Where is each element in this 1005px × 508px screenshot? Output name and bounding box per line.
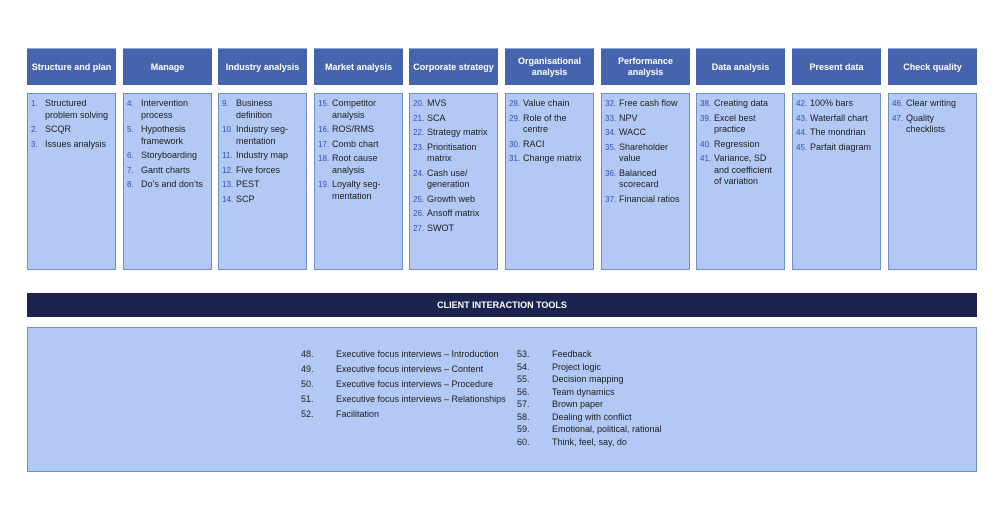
item-number: 19. <box>318 180 330 189</box>
item-number: 58. <box>517 411 530 422</box>
item-number: 22. <box>413 128 425 137</box>
item-label: Parfait diagram <box>810 141 872 152</box>
item-label: Waterfall chart <box>810 112 868 123</box>
item-label: SWOT <box>427 222 454 233</box>
column-body <box>123 93 212 270</box>
item-number: 36. <box>605 168 617 178</box>
item-number: 59. <box>517 424 530 434</box>
list-item <box>127 98 208 121</box>
list-item <box>517 386 737 398</box>
column-body <box>409 93 498 270</box>
column-body <box>792 93 881 270</box>
item-number: 9. <box>222 99 229 108</box>
column-industry-analysis <box>218 48 307 204</box>
list-item <box>127 165 208 177</box>
item-number: 35. <box>605 142 617 152</box>
list-item <box>413 168 494 191</box>
tool-columns <box>27 48 977 270</box>
item-label: Industry seg- mentation <box>236 124 289 146</box>
item-label: Change matrix <box>523 153 582 163</box>
list-item <box>31 98 112 121</box>
list-item <box>892 113 973 136</box>
column-header: Check quality <box>888 48 977 85</box>
column-body <box>314 93 403 270</box>
list-item <box>127 124 208 147</box>
list-item <box>700 139 781 151</box>
list-item <box>892 98 973 110</box>
list-item <box>413 194 494 206</box>
item-label: Industry map <box>236 150 289 160</box>
list-item <box>700 113 781 136</box>
item-number: 8. <box>127 180 134 189</box>
list-item <box>222 150 303 162</box>
list-item <box>301 363 516 375</box>
item-label: PEST <box>236 179 260 189</box>
item-number: 1. <box>31 99 38 108</box>
item-number: 51. <box>301 394 314 404</box>
list-item <box>517 423 737 435</box>
column-header: Organisational analysis <box>505 48 594 85</box>
list-item <box>318 98 399 121</box>
item-number: 16. <box>318 125 330 134</box>
item-label: Strategy matrix <box>427 127 488 137</box>
list-item <box>796 142 877 154</box>
list-item <box>796 98 877 110</box>
item-label: Creating data <box>714 98 769 108</box>
item-number: 31. <box>509 154 521 163</box>
item-number: 49. <box>301 364 314 374</box>
item-number: 4. <box>127 99 134 108</box>
item-label: 100% bars <box>810 98 854 108</box>
item-label: Financial ratios <box>619 193 680 204</box>
client-interaction-box <box>27 327 977 472</box>
item-label: SCP <box>236 193 255 204</box>
list-item <box>413 142 494 165</box>
list-item <box>222 165 303 177</box>
list-item <box>127 179 208 191</box>
column-body <box>601 93 690 270</box>
list-item <box>796 127 877 139</box>
item-label: Competitor analysis <box>332 98 377 120</box>
list-item <box>413 208 494 220</box>
item-number: 26. <box>413 209 425 218</box>
list-item <box>413 98 494 110</box>
item-number: 12. <box>222 165 234 175</box>
list-item <box>605 168 686 191</box>
column-market-analysis <box>314 48 403 201</box>
item-number: 41. <box>700 154 712 163</box>
item-label: Comb chart <box>332 138 379 149</box>
item-number: 57. <box>517 399 530 409</box>
item-label: RACI <box>523 138 545 149</box>
item-label: Free cash flow <box>619 98 678 108</box>
list-item <box>318 179 399 202</box>
list-item <box>517 348 737 360</box>
list-item <box>509 153 590 165</box>
item-label: Regression <box>714 138 760 149</box>
column-data-analysis <box>696 48 785 186</box>
item-number: 6. <box>127 151 134 160</box>
list-item <box>413 113 494 125</box>
item-label: Hypothesis framework <box>141 124 186 146</box>
item-number: 55. <box>517 374 530 384</box>
list-item <box>605 142 686 165</box>
item-label: Shareholder value <box>619 141 669 163</box>
column-header: Performance analysis <box>601 48 690 85</box>
item-label: NPV <box>619 112 638 123</box>
item-label: Prioritisation matrix <box>427 141 477 163</box>
column-present-data <box>792 48 881 152</box>
list-item <box>222 194 303 206</box>
item-label: Executive focus interviews – Introduction <box>336 349 499 359</box>
item-label: Do’s and don’ts <box>141 179 203 189</box>
item-label: Clear writing <box>906 98 957 108</box>
column-manage <box>123 48 212 189</box>
item-label: Five forces <box>236 164 281 175</box>
item-label: Feedback <box>552 349 592 359</box>
list-item <box>517 436 737 448</box>
item-number: 7. <box>127 165 134 175</box>
item-number: 52. <box>301 409 314 419</box>
item-number: 18. <box>318 154 330 163</box>
list-item <box>31 124 112 136</box>
item-label: Role of the centre <box>523 112 567 134</box>
item-number: 24. <box>413 168 425 178</box>
item-number: 46. <box>892 99 904 108</box>
list-item <box>222 179 303 191</box>
column-performance-analysis <box>601 48 690 204</box>
item-label: Variance, SD and coefficient of variation <box>714 153 772 186</box>
list-item <box>301 348 516 360</box>
list-item <box>605 194 686 206</box>
client-interaction-banner: CLIENT INTERACTION TOOLS <box>27 293 977 317</box>
item-number: 42. <box>796 99 808 108</box>
item-number: 30. <box>509 139 521 149</box>
list-item <box>127 150 208 162</box>
list-item <box>222 98 303 121</box>
item-label: Think, feel, say, do <box>552 436 627 447</box>
item-number: 15. <box>318 99 330 108</box>
list-item <box>301 393 516 405</box>
list-item <box>700 98 781 110</box>
list-item <box>605 98 686 110</box>
item-number: 23. <box>413 142 425 152</box>
item-label: The mondrian <box>810 127 866 137</box>
list-item <box>413 223 494 235</box>
list-item <box>301 378 516 390</box>
item-number: 38. <box>700 99 712 108</box>
item-label: Structured problem solving <box>45 98 109 120</box>
item-number: 32. <box>605 99 617 108</box>
list-item <box>700 153 781 188</box>
column-header: Present data <box>792 48 881 85</box>
column-header: Manage <box>123 48 212 85</box>
column-check-quality <box>888 48 977 134</box>
item-label: Dealing with conflict <box>552 411 632 422</box>
item-number: 39. <box>700 113 712 123</box>
item-number: 56. <box>517 386 530 397</box>
item-number: 27. <box>413 223 425 233</box>
list-item <box>796 113 877 125</box>
item-label: Executive focus interviews – Procedure <box>336 379 494 389</box>
item-label: Brown paper <box>552 399 604 409</box>
column-header: Market analysis <box>314 48 403 85</box>
item-number: 60. <box>517 436 530 447</box>
item-number: 13. <box>222 180 234 189</box>
list-item <box>517 398 737 410</box>
column-header: Structure and plan <box>27 48 116 85</box>
item-number: 48. <box>301 349 314 359</box>
item-number: 5. <box>127 125 134 134</box>
item-label: MVS <box>427 98 447 108</box>
column-structure-and-plan <box>27 48 116 149</box>
item-number: 43. <box>796 113 808 123</box>
list-item <box>517 361 737 373</box>
item-label: Excel best practice <box>714 112 756 134</box>
column-organisational-analysis <box>505 48 594 163</box>
list-item <box>509 113 590 136</box>
item-number: 53. <box>517 349 530 359</box>
list-item <box>605 127 686 139</box>
column-header: Industry analysis <box>218 48 307 85</box>
item-number: 34. <box>605 128 617 137</box>
list-item <box>517 373 737 385</box>
column-corporate-strategy <box>409 48 498 233</box>
item-number: 3. <box>31 139 38 149</box>
list-item <box>31 139 112 151</box>
list-item <box>509 139 590 151</box>
item-label: WACC <box>619 127 647 137</box>
item-number: 17. <box>318 139 330 149</box>
item-number: 37. <box>605 194 617 204</box>
column-body <box>27 93 116 270</box>
item-label: Gantt charts <box>141 164 191 175</box>
client-list-right <box>517 348 737 448</box>
item-label: SCA <box>427 112 446 123</box>
item-label: Business definition <box>236 98 273 120</box>
item-label: Ansoff matrix <box>427 208 480 218</box>
column-body <box>696 93 785 270</box>
item-number: 33. <box>605 113 617 123</box>
item-label: ROS/RMS <box>332 124 375 134</box>
item-number: 44. <box>796 128 808 137</box>
item-number: 54. <box>517 361 530 372</box>
column-header: Data analysis <box>696 48 785 85</box>
item-label: Executive focus interviews – Content <box>336 364 484 374</box>
item-number: 45. <box>796 142 808 152</box>
item-label: Project logic <box>552 361 602 372</box>
item-number: 2. <box>31 125 38 134</box>
item-number: 29. <box>509 113 521 123</box>
item-label: Loyalty seg- mentation <box>332 179 381 201</box>
item-number: 28. <box>509 99 521 108</box>
list-item <box>605 113 686 125</box>
list-item <box>517 411 737 423</box>
list-item <box>318 124 399 136</box>
item-number: 10. <box>222 125 234 134</box>
column-body <box>888 93 977 270</box>
item-label: Growth web <box>427 193 476 204</box>
item-number: 20. <box>413 99 425 108</box>
item-label: Facilitation <box>336 409 380 419</box>
item-label: Cash use/ generation <box>427 167 470 189</box>
list-item <box>413 127 494 139</box>
column-header: Corporate strategy <box>409 48 498 85</box>
item-label: Value chain <box>523 98 570 108</box>
list-item <box>301 408 516 420</box>
item-number: 40. <box>700 139 712 149</box>
item-label: SCQR <box>45 124 72 134</box>
list-item <box>222 124 303 147</box>
list-item <box>318 139 399 151</box>
item-number: 14. <box>222 194 234 204</box>
item-label: Balanced scorecard <box>619 167 659 189</box>
list-item <box>318 153 399 176</box>
item-number: 50. <box>301 379 314 389</box>
item-label: Storyboarding <box>141 150 198 160</box>
item-number: 21. <box>413 113 425 123</box>
column-body <box>505 93 594 270</box>
item-number: 25. <box>413 194 425 204</box>
item-label: Issues analysis <box>45 138 107 149</box>
item-label: Intervention process <box>141 98 189 120</box>
item-label: Emotional, political, rational <box>552 424 662 434</box>
item-number: 11. <box>222 151 233 160</box>
item-number: 47. <box>892 113 904 123</box>
column-body <box>218 93 307 270</box>
client-list-left <box>301 348 516 423</box>
item-label: Quality checklists <box>906 112 946 134</box>
item-label: Root cause analysis <box>332 153 378 175</box>
item-label: Executive focus interviews – Relationships <box>336 394 506 404</box>
item-label: Team dynamics <box>552 386 615 397</box>
list-item <box>509 98 590 110</box>
item-label: Decision mapping <box>552 374 624 384</box>
